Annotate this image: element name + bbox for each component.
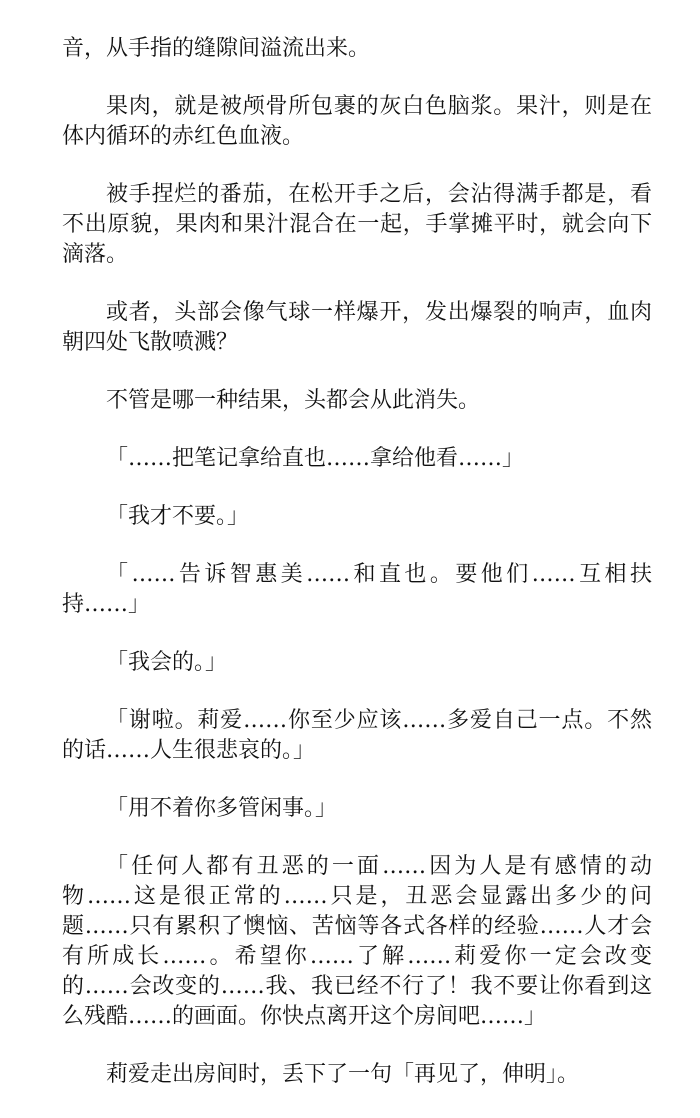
dialogue-7: 「任何人都有丑恶的一面……因为人是有感情的动物……这是很正常的……只是，丑恶会显露出多少的问题……只有累积了懊恼、苦恼等各式各样的经验……人才会有所成长……。希望你……了解……莉爱你一定会改变的……会改变的……我、我已经不行了！我不要让你看到这么残酷……的画面。你快点离开这个房间吧……」: [62, 854, 652, 1029]
dialogue-4: 「我会的。」: [106, 650, 228, 675]
paragraph-3: 被手捏烂的番茄，在松开手之后，会沾得满手都是，看不出原貌，果肉和果汁混合在一起，手掌摊平时，就会向下滴落。: [62, 182, 652, 267]
dialogue-5: 「谢啦。莉爱……你至少应该……多爱自己一点。不然的话……人生很悲哀的。」: [62, 708, 652, 763]
dialogue-1: 「……把笔记拿给直也……拿给他看……」: [106, 446, 525, 471]
paragraph-1: 音，从手指的缝隙间溢流出来。: [62, 36, 371, 61]
paragraph-final: 莉爱走出房间时，丢下了一句「再见了，伸明」。: [106, 1062, 580, 1087]
document-page: [62, 34, 652, 1118]
dialogue-3: 「……告诉智惠美……和直也。要他们……互相扶持……」: [62, 562, 652, 617]
paragraph-2: 果肉，就是被颅骨所包裹的灰白色脑浆。果汁，则是在体内循环的赤红色血液。: [62, 94, 652, 149]
dialogue-6: 「用不着你多管闲事。」: [106, 796, 338, 821]
paragraph-5: 不管是哪一种结果，头都会从此消失。: [106, 388, 481, 413]
dialogue-2: 「我才不要。」: [106, 504, 250, 529]
paragraph-4: 或者，头部会像气球一样爆开，发出爆裂的响声，血肉朝四处飞散喷溅？: [62, 300, 652, 355]
